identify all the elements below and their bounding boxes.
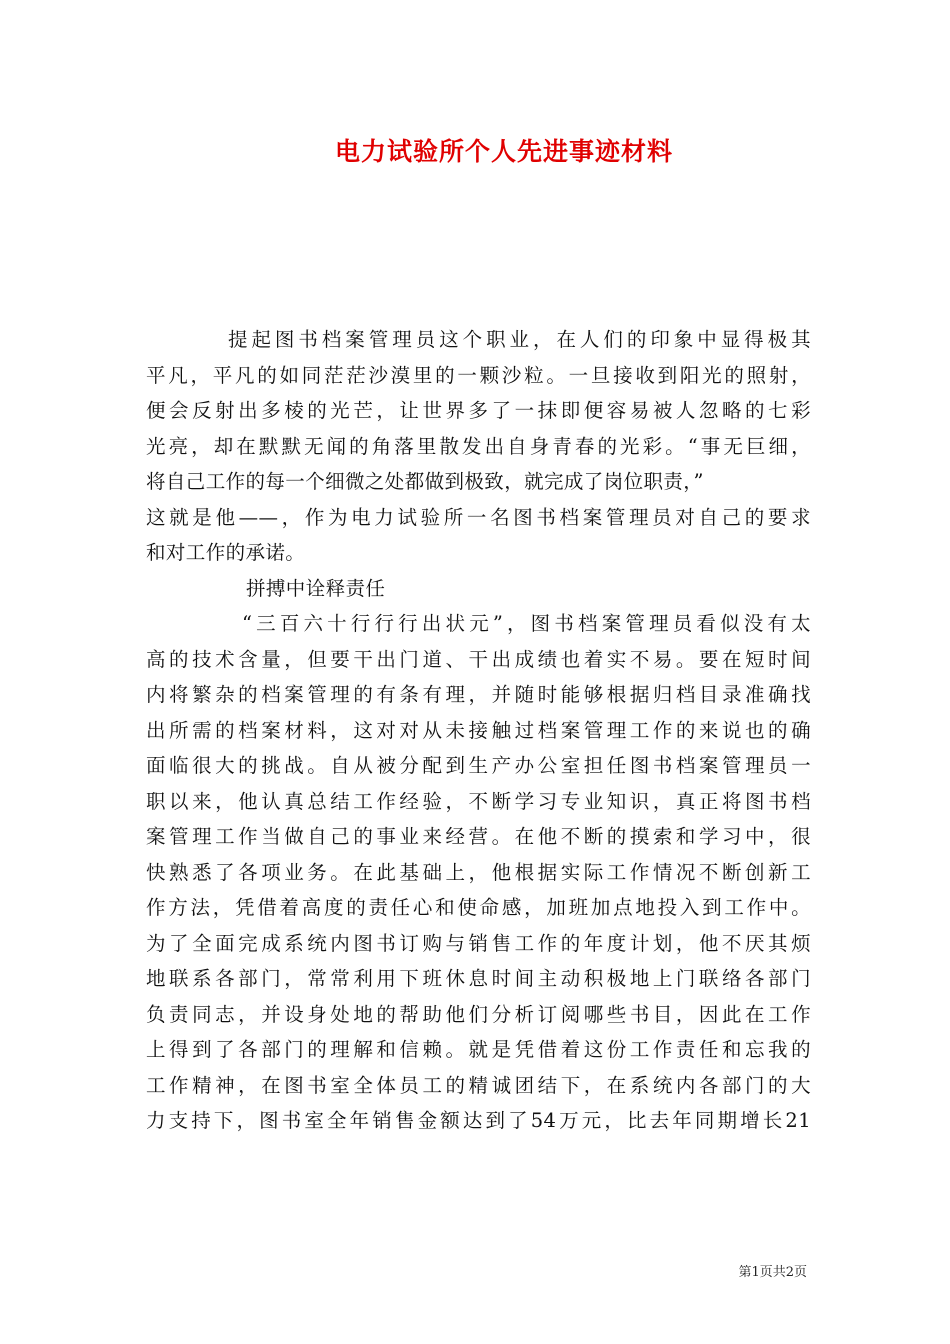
section-heading: 拼搏中诠释责任 <box>246 576 386 600</box>
paragraph-line: 上得到了各部门的理解和信赖。就是凭借着这份工作责任和忘我的 <box>146 1038 811 1061</box>
paragraph-line: 地联系各部门，常常利用下班休息时间主动积极地上门联络各部门 <box>146 967 811 990</box>
paragraph-line: 和对工作的承诺。 <box>146 541 306 564</box>
paragraph-line: 作方法，凭借着高度的责任心和使命感，加班加点地投入到工作中。 <box>146 896 811 919</box>
document-body <box>146 322 811 1139</box>
paragraph-line: 提起图书档案管理员这个职业，在人们的印象中显得极其 <box>228 328 811 351</box>
paragraph-line: 出所需的档案材料，这对对从未接触过档案管理工作的来说也的确 <box>146 718 811 742</box>
paragraph-line: 平凡，平凡的如同茫茫沙漠里的一颗沙粒。一旦接收到阳光的照射， <box>146 363 811 387</box>
document-title: 电力试验所个人先进事迹材料 <box>334 137 673 166</box>
paragraph-line: 力支持下，图书室全年销售金额达到了54万元，比去年同期增长21 <box>146 1109 811 1132</box>
paragraph-line: 内将繁杂的档案管理的有条有理，并随时能够根据归档目录准确找 <box>146 683 811 706</box>
paragraph-line: 负责同志，并设身处地的帮助他们分析订阅哪些书目，因此在工作 <box>146 1002 811 1026</box>
paragraph-line: 快熟悉了各项业务。在此基础上，他根据实际工作情况不断创新工 <box>146 860 811 884</box>
paragraph-line: 案管理工作当做自己的事业来经营。在他不断的摸索和学习中，很 <box>146 825 811 848</box>
paragraph-line: 这就是他——，作为电力试验所一名图书档案管理员对自己的要求 <box>146 505 811 529</box>
paragraph-line: 便会反射出多棱的光芒，让世界多了一抹即便容易被人忽略的七彩 <box>146 399 811 422</box>
paragraph-line: 面临很大的挑战。自从被分配到生产办公室担任图书档案管理员一 <box>146 754 811 777</box>
paragraph-line: 高的技术含量，但要干出门道、干出成绩也着实不易。要在短时间 <box>146 647 811 671</box>
page-number: 第1页共2页 <box>738 1265 807 1280</box>
paragraph-line: 工作精神，在图书室全体员工的精诚团结下，在系统内各部门的大 <box>146 1073 811 1097</box>
paragraph-line: 职以来，他认真总结工作经验，不断学习专业知识，真正将图书档 <box>146 789 811 813</box>
paragraph-line: 为了全面完成系统内图书订购与销售工作的年度计划，他不厌其烦 <box>146 931 811 955</box>
paragraph-line: 光亮，却在默默无闻的角落里散发出自身青春的光彩。“事无巨细， <box>146 434 811 458</box>
paragraph-line: 将自己工作的每一个细微之处都做到极致，就完成了岗位职责，” <box>146 470 704 493</box>
paragraph-line: “三百六十行行行出状元”，图书档案管理员看似没有太 <box>242 612 811 635</box>
